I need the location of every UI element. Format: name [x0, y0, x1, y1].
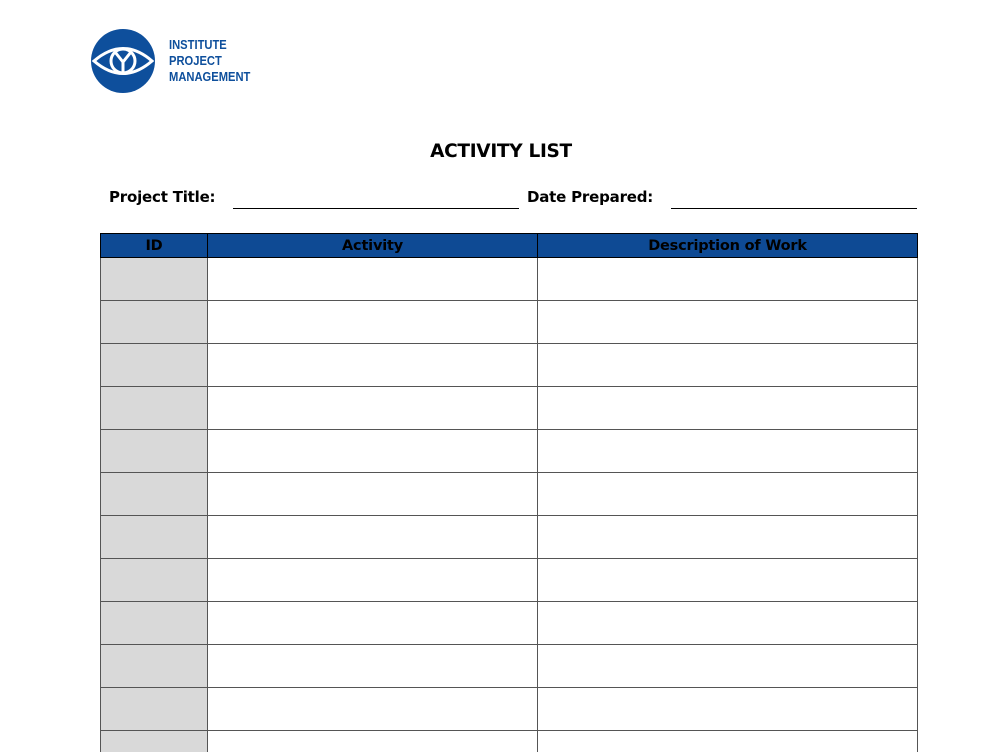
table-row — [101, 301, 918, 344]
table-row — [101, 645, 918, 688]
description-cell[interactable] — [538, 301, 918, 344]
activity-cell[interactable] — [208, 473, 538, 516]
column-header-description: Description of Work — [538, 234, 918, 258]
date-prepared-label: Date Prepared: — [527, 188, 654, 206]
activity-cell[interactable] — [208, 387, 538, 430]
activity-cell[interactable] — [208, 301, 538, 344]
activity-cell[interactable] — [208, 731, 538, 752]
description-cell[interactable] — [538, 387, 918, 430]
id-cell[interactable] — [101, 731, 208, 752]
column-header-activity: Activity — [208, 234, 538, 258]
table-row — [101, 430, 918, 473]
id-cell[interactable] — [101, 258, 208, 301]
id-cell[interactable] — [101, 516, 208, 559]
table-row — [101, 688, 918, 731]
logo-line-3: MANAGEMENT — [169, 69, 251, 84]
description-cell[interactable] — [538, 602, 918, 645]
logo-line-2: PROJECT — [169, 53, 222, 68]
id-cell[interactable] — [101, 602, 208, 645]
document-title: ACTIVITY LIST — [430, 141, 572, 162]
project-title-field[interactable] — [233, 208, 519, 209]
activity-cell[interactable] — [208, 645, 538, 688]
activity-cell[interactable] — [208, 258, 538, 301]
id-cell[interactable] — [101, 688, 208, 731]
activity-cell[interactable] — [208, 688, 538, 731]
date-prepared-field[interactable] — [671, 208, 917, 209]
description-cell[interactable] — [538, 645, 918, 688]
id-cell[interactable] — [101, 344, 208, 387]
table-row — [101, 473, 918, 516]
table-row — [101, 387, 918, 430]
activity-cell[interactable] — [208, 602, 538, 645]
table-row — [101, 516, 918, 559]
activity-cell[interactable] — [208, 430, 538, 473]
id-cell[interactable] — [101, 387, 208, 430]
table-row — [101, 731, 918, 752]
description-cell[interactable] — [538, 473, 918, 516]
id-cell[interactable] — [101, 645, 208, 688]
description-cell[interactable] — [538, 559, 918, 602]
id-cell[interactable] — [101, 559, 208, 602]
id-cell[interactable] — [101, 473, 208, 516]
table-row — [101, 344, 918, 387]
activity-cell[interactable] — [208, 516, 538, 559]
table-row — [101, 559, 918, 602]
id-cell[interactable] — [101, 430, 208, 473]
table-row — [101, 258, 918, 301]
description-cell[interactable] — [538, 731, 918, 752]
table-row — [101, 602, 918, 645]
description-cell[interactable] — [538, 516, 918, 559]
id-cell[interactable] — [101, 301, 208, 344]
eye-globe-icon — [90, 28, 156, 94]
description-cell[interactable] — [538, 688, 918, 731]
activity-cell[interactable] — [208, 559, 538, 602]
logo-line-1: INSTITUTE — [169, 37, 227, 52]
description-cell[interactable] — [538, 258, 918, 301]
table-header-row — [101, 234, 918, 258]
column-header-id: ID — [101, 234, 208, 258]
activity-cell[interactable] — [208, 344, 538, 387]
description-cell[interactable] — [538, 430, 918, 473]
description-cell[interactable] — [538, 344, 918, 387]
project-title-label: Project Title: — [109, 188, 216, 206]
logo — [90, 28, 264, 94]
logo-text — [169, 37, 250, 85]
activity-table — [100, 233, 918, 752]
